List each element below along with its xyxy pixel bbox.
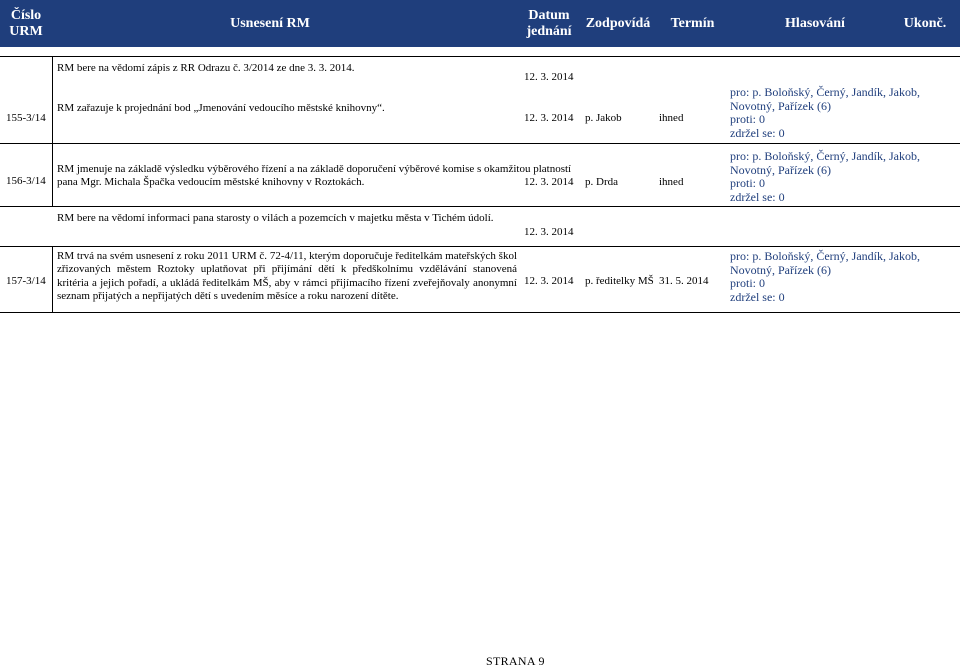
row-divider bbox=[0, 246, 960, 247]
resolution-text: RM bere na vědomí zápis z RR Odrazu č. 3/2014 ze dne 3. 3. 2014. bbox=[57, 62, 355, 74]
deadline: 31. 5. 2014 bbox=[659, 275, 709, 287]
row-divider bbox=[0, 312, 960, 313]
resolution-text bbox=[57, 163, 571, 189]
vote-against: proti: 0 bbox=[730, 112, 765, 126]
vote-result bbox=[730, 250, 920, 304]
vote-names: Novotný, Pařízek (6) bbox=[730, 162, 831, 177]
vote-against: proti: 0 bbox=[730, 176, 765, 190]
vote-abstain: zdržel se: 0 bbox=[730, 189, 785, 204]
header-responsible: Zodpovídá bbox=[585, 15, 651, 31]
resolution-text: RM zařazuje k projednání bod „Jmenování vedoucího městské knihovny“. bbox=[57, 102, 385, 114]
resolution-text: RM trvá na svém usnesení z roku 2011 URM č. 72-4/11, kterým doporučuje ředitelkám mateřských škol zřizovaných městem Roztoky uplatňovat při přijímání dětí k předškolnímu vzdělávání stanovená kritéria a jejich pořadí, a ukládá ředitelkám MŠ, aby v rámci přijímacího řízení zveřejňovaly anonymní seznam přijatých a nepřijatých dětí s uvedením měsíce a roku narození dítěte. bbox=[57, 250, 517, 302]
meeting-date: 12. 3. 2014 bbox=[524, 71, 574, 83]
header-deadline: Termín bbox=[670, 15, 715, 31]
vote-against: proti: 0 bbox=[730, 276, 765, 290]
header-date bbox=[510, 0, 588, 47]
vote-for: pro: p. Boloňský, Černý, Jandík, Jakob, bbox=[730, 85, 920, 99]
header-urm: URM bbox=[9, 23, 43, 39]
header-number bbox=[0, 0, 52, 47]
meeting-date: 12. 3. 2014 bbox=[524, 176, 574, 188]
meeting-date: 12. 3. 2014 bbox=[524, 112, 574, 124]
row-divider bbox=[0, 206, 960, 207]
row-divider bbox=[0, 56, 960, 57]
responsible-person: p. Drda bbox=[585, 176, 618, 188]
meeting-date: 12. 3. 2014 bbox=[524, 226, 574, 238]
header-datum: Datum bbox=[528, 7, 570, 23]
table-header bbox=[0, 0, 960, 47]
vote-abstain: zdržel se: 0 bbox=[730, 289, 785, 304]
vote-result bbox=[730, 86, 920, 140]
vote-result bbox=[730, 150, 920, 204]
header-resolution: Usnesení RM bbox=[230, 15, 310, 31]
resolution-number: 157-3/14 bbox=[6, 275, 46, 287]
header-closed: Ukonč. bbox=[903, 15, 947, 31]
resolution-number: 156-3/14 bbox=[6, 175, 46, 187]
vote-for: pro: p. Boloňský, Černý, Jandík, Jakob, bbox=[730, 249, 920, 263]
vote-for: pro: p. Boloňský, Černý, Jandík, Jakob, bbox=[730, 149, 920, 163]
responsible-person: p. Jakob bbox=[585, 112, 622, 124]
meeting-date: 12. 3. 2014 bbox=[524, 275, 574, 287]
deadline: ihned bbox=[659, 112, 684, 124]
resolution-number: 155-3/14 bbox=[6, 112, 46, 124]
header-voting: Hlasování bbox=[785, 15, 845, 31]
header-jednani: jednání bbox=[526, 23, 572, 39]
header-cislo: Číslo bbox=[10, 7, 42, 23]
row-divider bbox=[0, 143, 960, 144]
resolution-text: RM bere na vědomí informaci pana starosty o vilách a pozemcích v majetku města v Tichém údolí. bbox=[57, 212, 494, 224]
column-divider bbox=[52, 56, 53, 206]
vote-names: Novotný, Pařízek (6) bbox=[730, 262, 831, 277]
column-divider bbox=[52, 246, 53, 313]
vote-names: Novotný, Pařízek (6) bbox=[730, 98, 831, 113]
deadline: ihned bbox=[659, 176, 684, 188]
responsible-person: p. ředitelky MŠ bbox=[585, 275, 654, 287]
page-number: STRANA 9 bbox=[486, 654, 545, 668]
vote-abstain: zdržel se: 0 bbox=[730, 125, 785, 140]
resolution-text-line: RM jmenuje na základě výsledku výběrového řízení a na základě doporučení výběrové komise s okamžitou platností bbox=[57, 163, 572, 175]
resolution-text-line: pana Mgr. Michala Špačka vedoucím městské knihovny v Roztokách. bbox=[57, 176, 365, 188]
